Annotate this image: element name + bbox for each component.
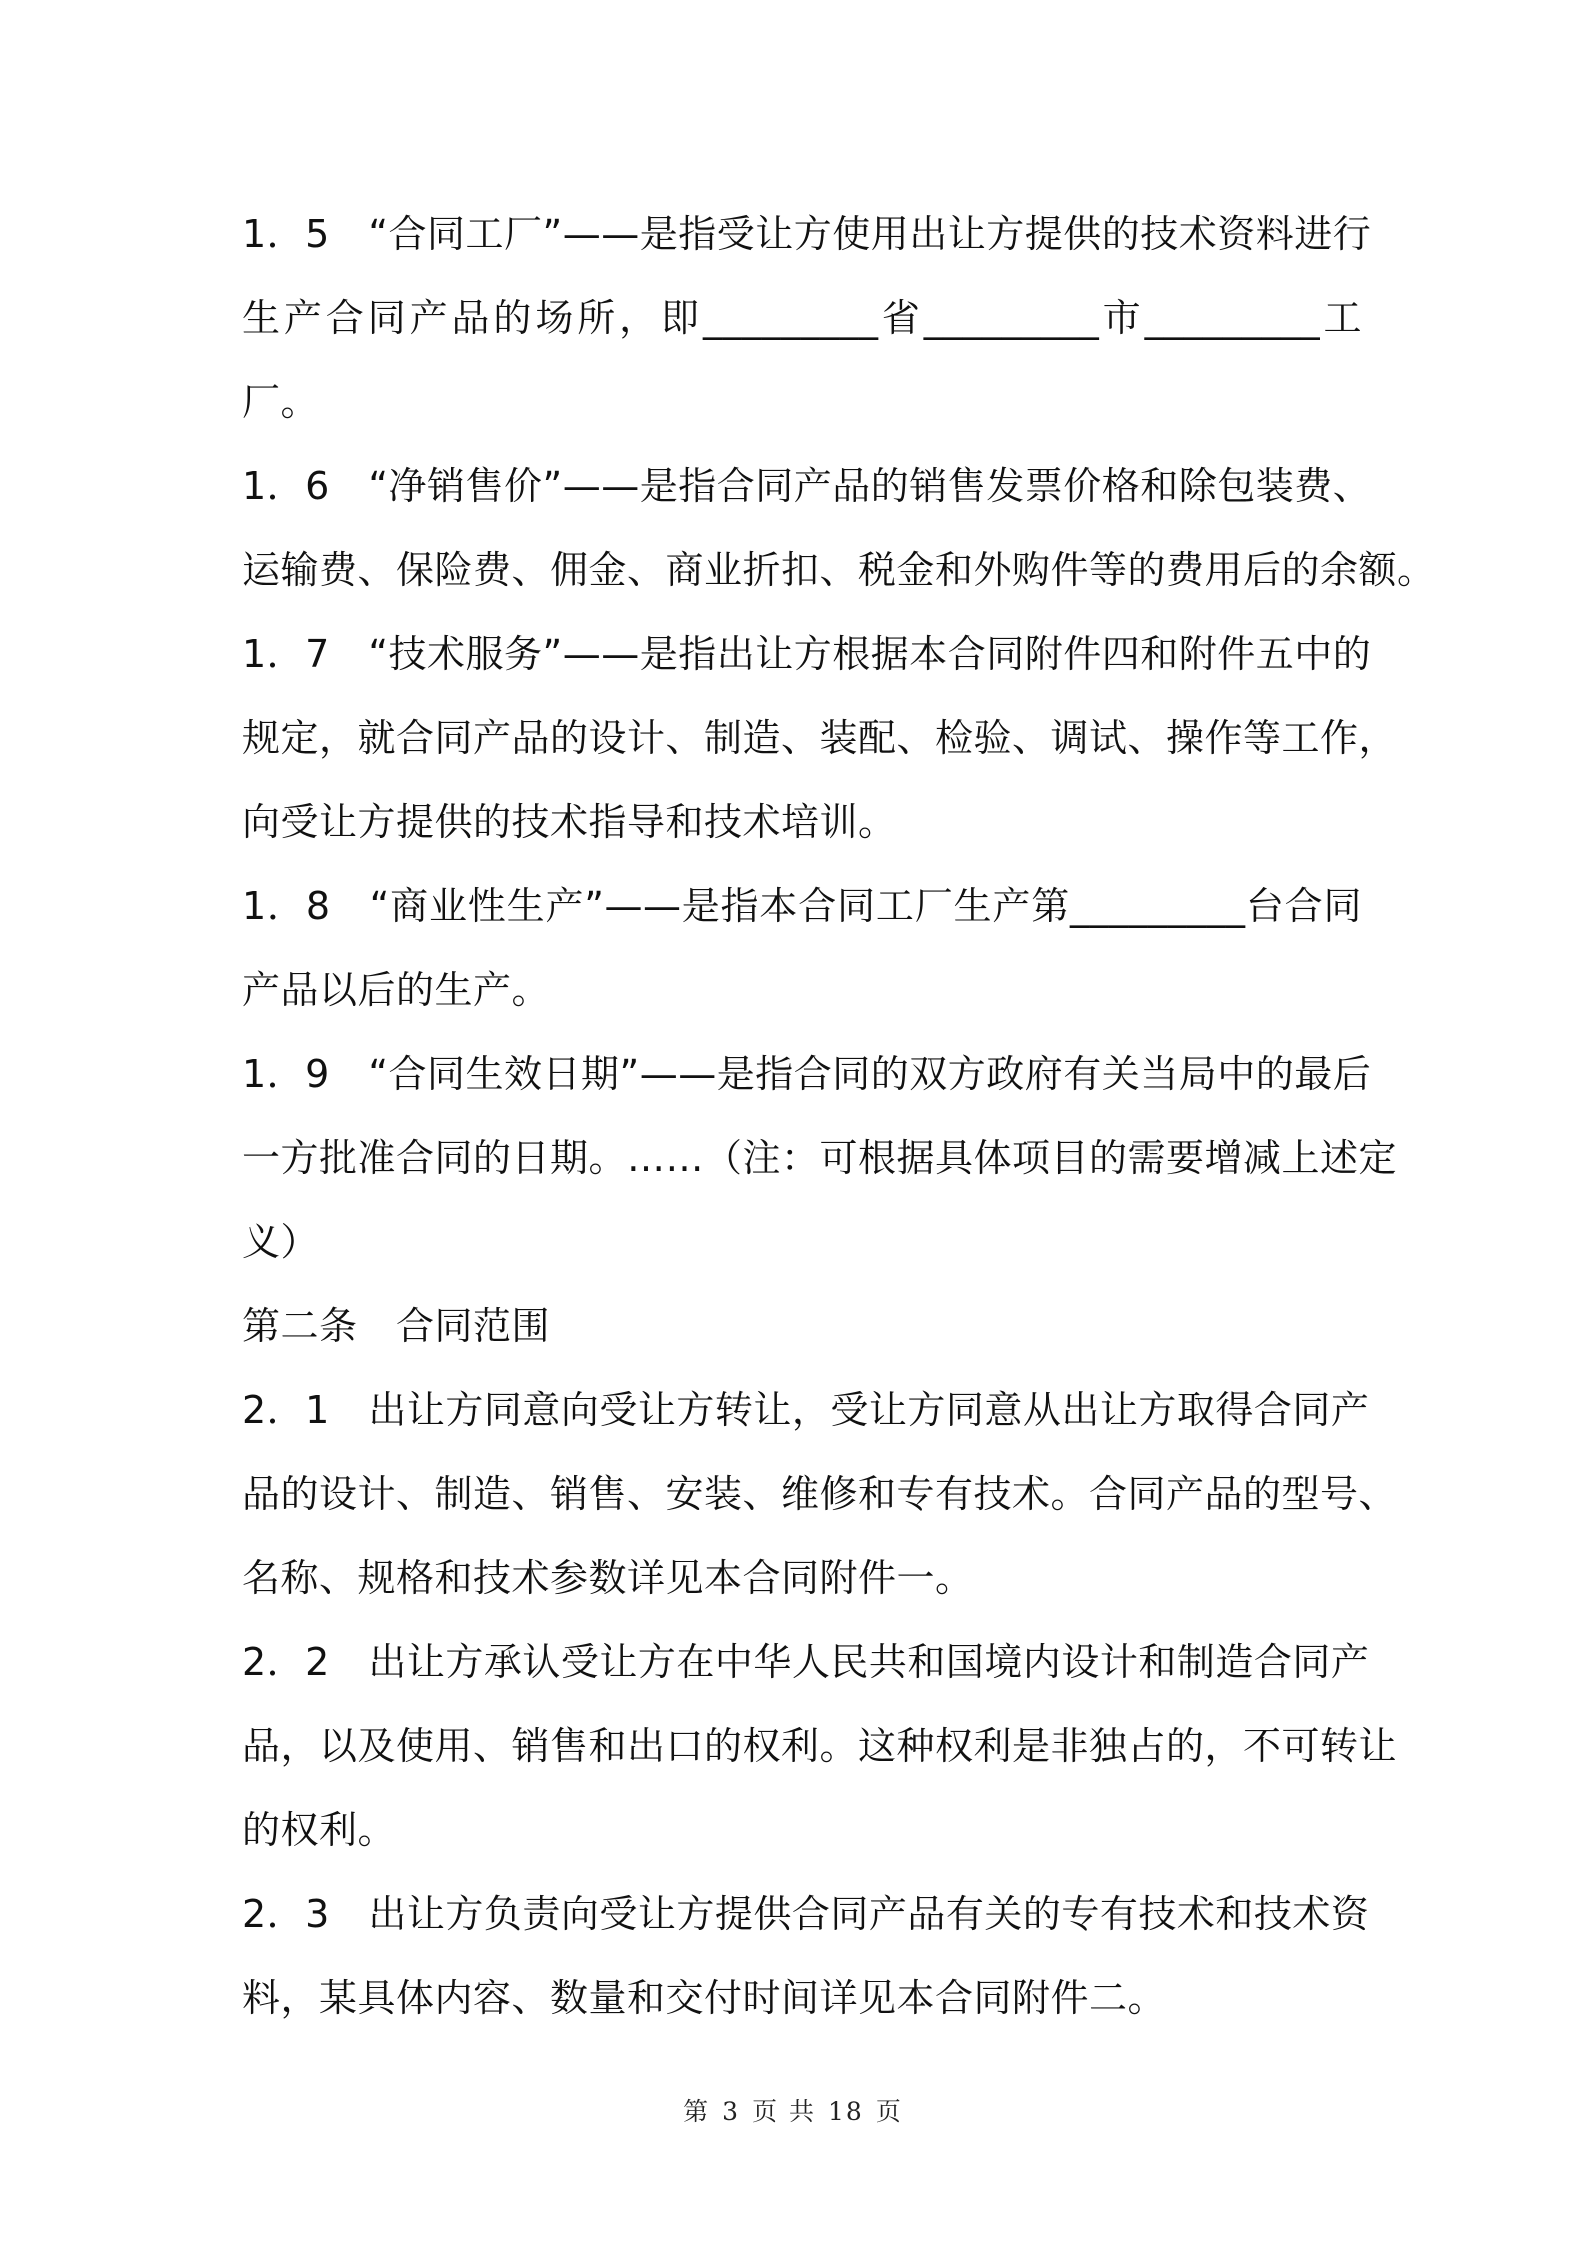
footer-suffix: 页: [875, 2097, 903, 2126]
text-line: 1．9 “合同生效日期”——是指合同的双方政府有关当局中的最后: [242, 1052, 1372, 1096]
text-line: 料，某具体内容、数量和交付时间详见本合同附件二。: [242, 1976, 1167, 2020]
text-line: 生产合同产品的场所，即_________省_________市_________工: [242, 296, 1362, 340]
text-line: 1．8 “商业性生产”——是指本合同工厂生产第_________台合同: [242, 884, 1362, 928]
section-heading: 第二条 合同范围: [242, 1304, 551, 1348]
text-line: 向受让方提供的技术指导和技术培训。: [242, 800, 897, 844]
text-line: 义）: [242, 1220, 320, 1264]
text-line: 产品以后的生产。: [242, 968, 551, 1012]
text-line: 品，以及使用、销售和出口的权利。这种权利是非独占的，不可转让: [242, 1724, 1398, 1768]
text-line: 2．1 出让方同意向受让方转让，受让方同意从出让方取得合同产: [242, 1388, 1370, 1432]
text-line: 规定，就合同产品的设计、制造、装配、检验、调试、操作等工作，: [242, 716, 1398, 760]
text-line: 一方批准合同的日期。……（注：可根据具体项目的需要增减上述定: [242, 1136, 1398, 1180]
footer-middle: 页 共: [752, 2097, 817, 2126]
page-footer: [0, 2092, 1586, 2128]
text-line: 2．2 出让方承认受让方在中华人民共和国境内设计和制造合同产: [242, 1640, 1370, 1684]
text-line: 品的设计、制造、销售、安装、维修和专有技术。合同产品的型号、: [242, 1472, 1398, 1516]
footer-page-number: 3: [722, 2097, 741, 2126]
footer-prefix: 第: [683, 2097, 711, 2126]
text-line: 的权利。: [242, 1808, 397, 1852]
text-line: 1．6 “净销售价”——是指合同产品的销售发票价格和除包装费、: [242, 464, 1372, 508]
document-body: [242, 192, 1436, 2040]
text-line: 1．5 “合同工厂”——是指受让方使用出让方提供的技术资料进行: [242, 212, 1372, 256]
footer-total-pages: 18: [828, 2097, 864, 2126]
text-line: 1．7 “技术服务”——是指出让方根据本合同附件四和附件五中的: [242, 632, 1372, 676]
text-line: 名称、规格和技术参数详见本合同附件一。: [242, 1556, 974, 1600]
text-line: 运输费、保险费、佣金、商业折扣、税金和外购件等的费用后的余额。: [242, 548, 1436, 592]
text-line: 厂。: [242, 380, 320, 424]
text-line: 2．3 出让方负责向受让方提供合同产品有关的专有技术和技术资: [242, 1892, 1370, 1936]
